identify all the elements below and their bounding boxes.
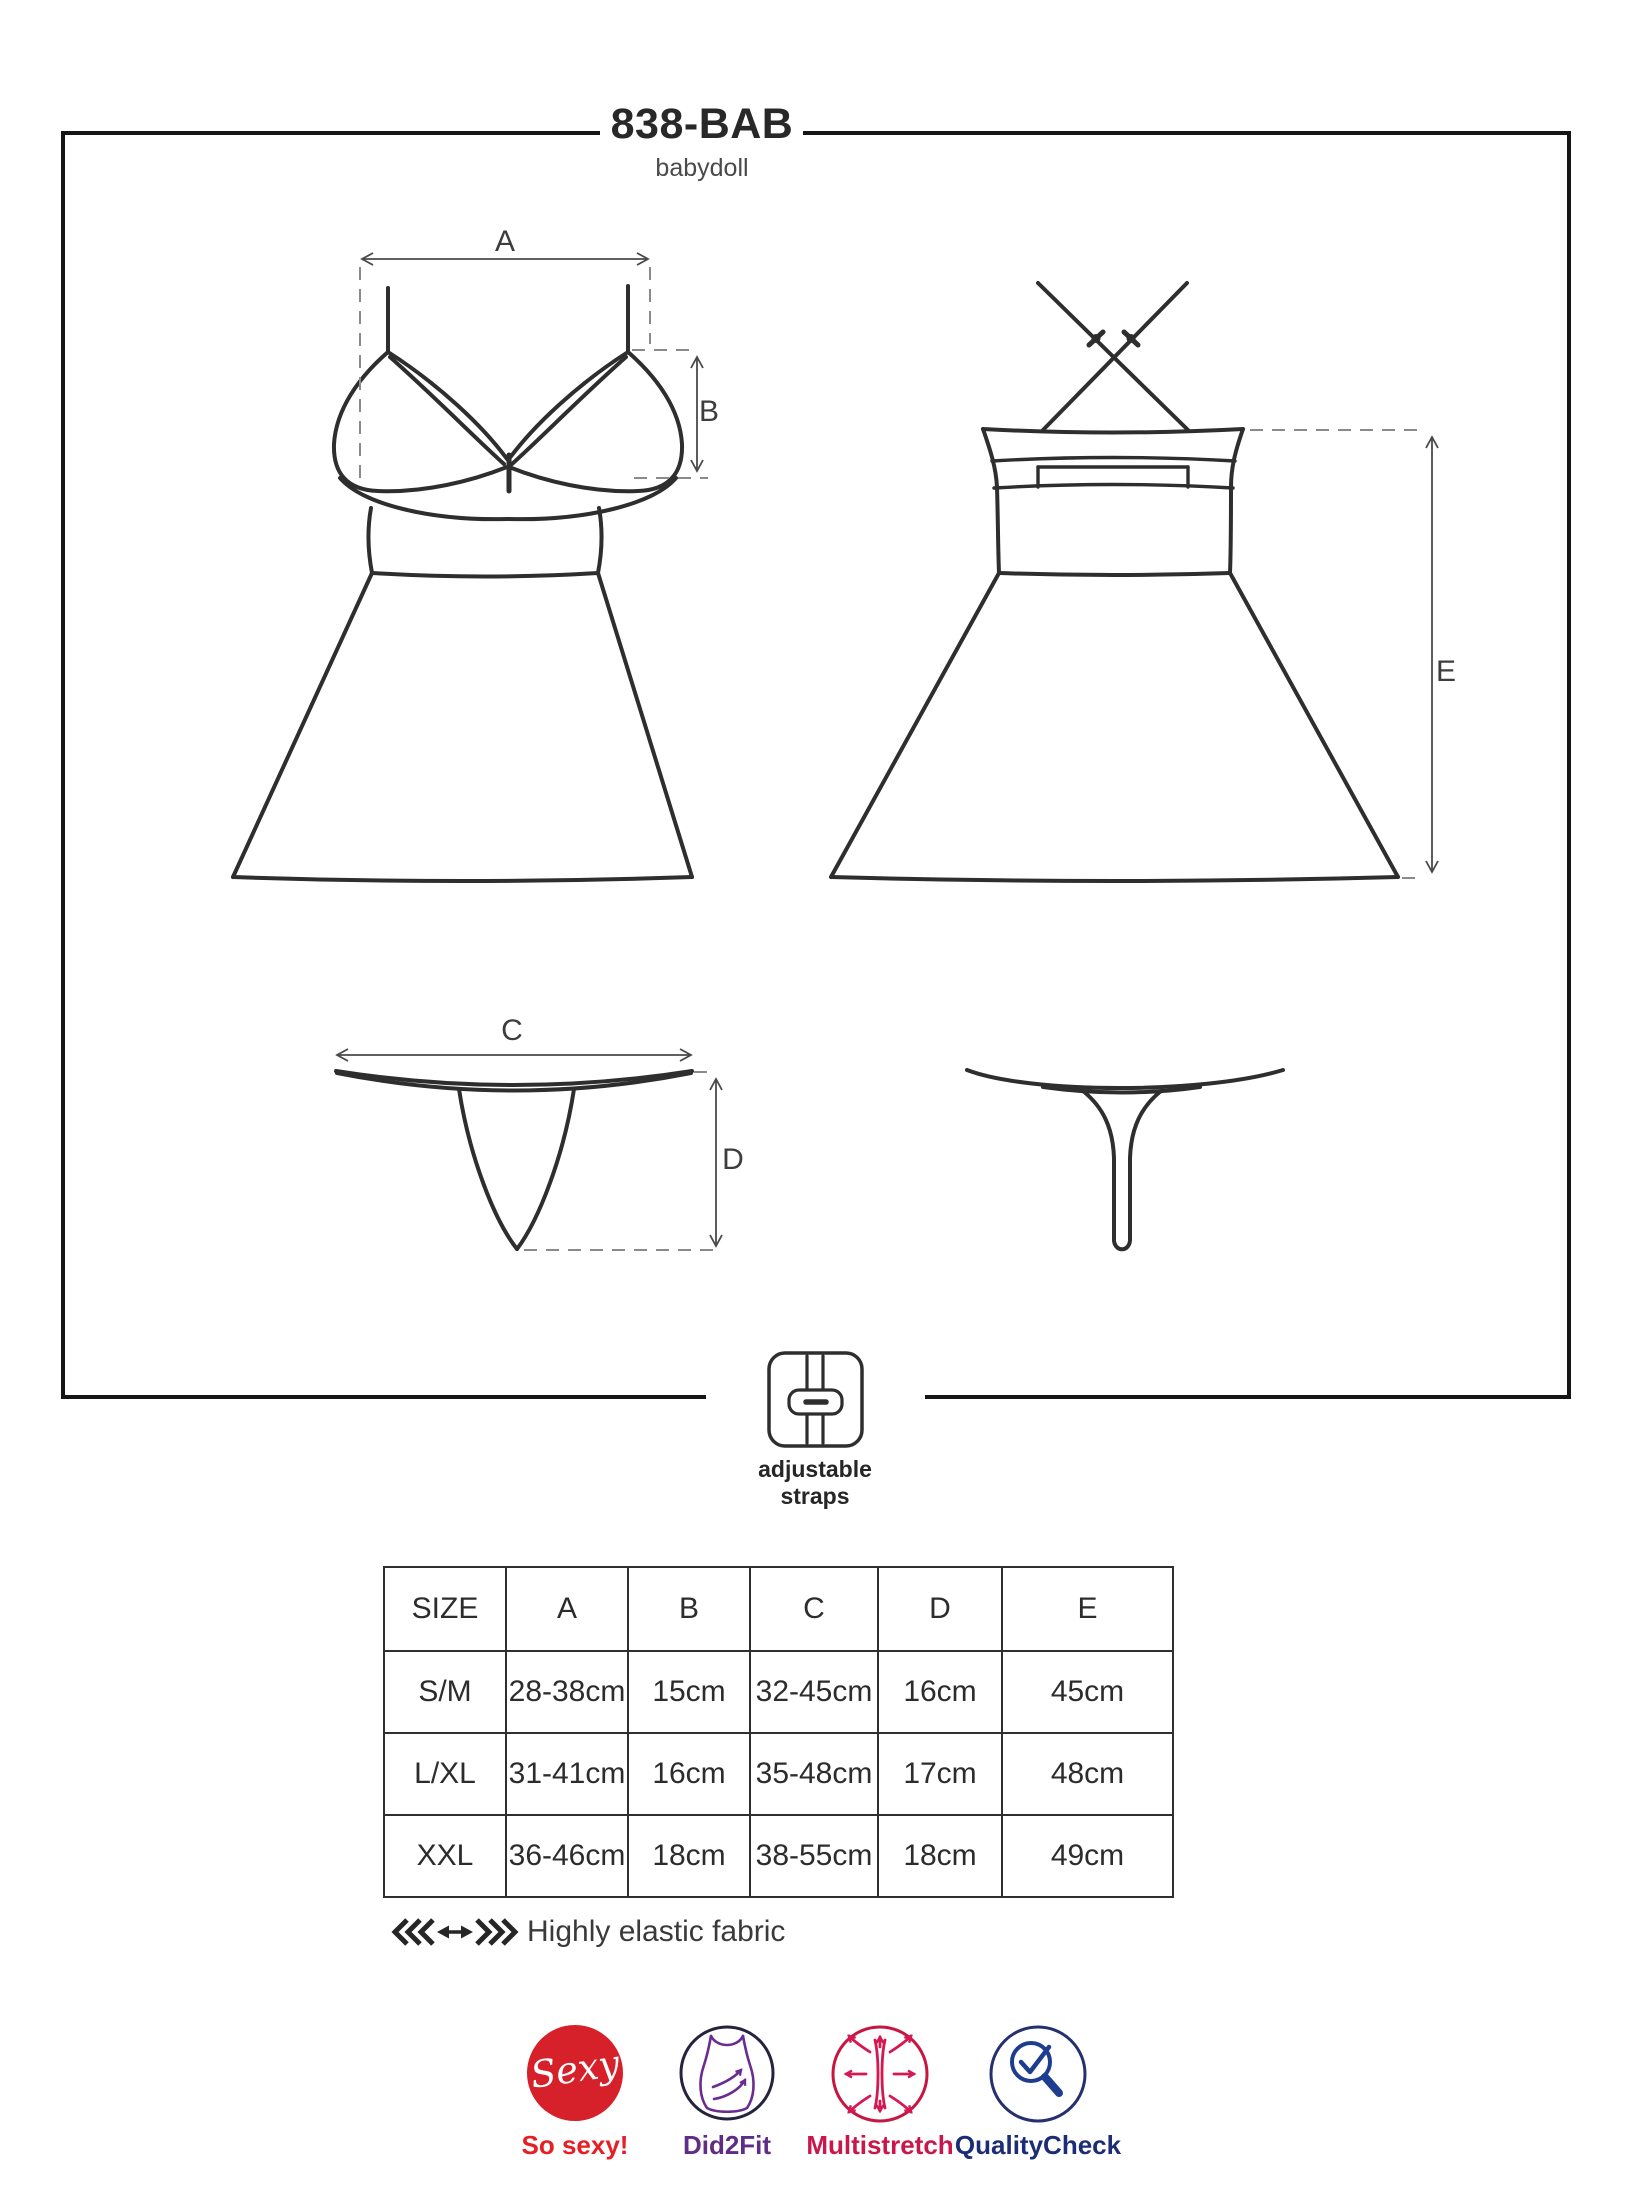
table-row — [384, 1815, 1173, 1897]
multistretch-icon — [833, 2027, 927, 2121]
col-header-a: A — [506, 1567, 628, 1651]
value-cell: 16cm — [628, 1733, 750, 1815]
value-cell: 38-55cm — [750, 1815, 878, 1897]
dim-label-a: A — [494, 225, 516, 258]
value-cell: 48cm — [1002, 1733, 1173, 1815]
elastic-arrow-icon — [395, 1920, 515, 1944]
table-row — [384, 1733, 1173, 1815]
value-cell: 18cm — [878, 1815, 1002, 1897]
value-cell: 28-38cm — [506, 1651, 628, 1733]
strap-slider-icon — [1092, 334, 1101, 343]
value-cell: 32-45cm — [750, 1651, 878, 1733]
dimension-lines — [337, 259, 1432, 1246]
col-header-e: E — [1002, 1567, 1173, 1651]
panty-front-drawing — [336, 1071, 692, 1249]
product-header — [610, 100, 794, 182]
size-cell: S/M — [384, 1651, 506, 1733]
adjustable-straps-icon — [769, 1353, 862, 1446]
col-header-c: C — [750, 1567, 878, 1651]
panty-back-drawing — [967, 1070, 1283, 1249]
qualitycheck-icon — [991, 2027, 1085, 2121]
size-table-header-row — [384, 1567, 1173, 1651]
frame-border — [63, 133, 1569, 1397]
fabric-note: Highly elastic fabric — [527, 1915, 786, 1948]
col-header-b: B — [628, 1567, 750, 1651]
table-row — [384, 1651, 1173, 1733]
dim-label-e: E — [1435, 655, 1457, 688]
dim-label-b: B — [698, 395, 720, 428]
adjustable-straps-note — [758, 1456, 872, 1510]
strap-slider-icon — [1127, 334, 1136, 343]
dimension-guides — [360, 267, 1424, 1250]
value-cell: 18cm — [628, 1815, 750, 1897]
front-view-drawing — [233, 286, 692, 881]
value-cell: 15cm — [628, 1651, 750, 1733]
col-header-d: D — [878, 1567, 1002, 1651]
size-cell: XXL — [384, 1815, 506, 1897]
size-cell: L/XL — [384, 1733, 506, 1815]
back-view-drawing — [831, 283, 1398, 881]
dim-label-c: C — [501, 1014, 523, 1047]
dim-label-d: D — [722, 1143, 744, 1176]
badge-label-multistretch: Multistretch — [806, 2130, 954, 2160]
size-table — [383, 1566, 1174, 1898]
badge-label-did2fit: Did2Fit — [682, 2130, 772, 2160]
value-cell: 17cm — [878, 1733, 1002, 1815]
value-cell: 45cm — [1002, 1651, 1173, 1733]
value-cell: 16cm — [878, 1651, 1002, 1733]
col-header-size: SIZE — [384, 1567, 506, 1651]
value-cell: 31-41cm — [506, 1733, 628, 1815]
badge-label-qualitycheck: QualityCheck — [954, 2130, 1122, 2160]
adjustable-straps-note-line2: straps — [780, 1483, 850, 1509]
value-cell: 35-48cm — [750, 1733, 878, 1815]
sexy-badge-text: Sexy — [527, 2041, 623, 2097]
value-cell: 49cm — [1002, 1815, 1173, 1897]
adjustable-straps-note-line1: adjustable — [758, 1456, 872, 1482]
product-type: babydoll — [655, 154, 749, 182]
value-cell: 36-46cm — [506, 1815, 628, 1897]
did2fit-icon — [681, 2027, 773, 2119]
product-code: 838-BAB — [610, 100, 794, 148]
badge-label-so-sexy: So sexy! — [521, 2130, 629, 2160]
